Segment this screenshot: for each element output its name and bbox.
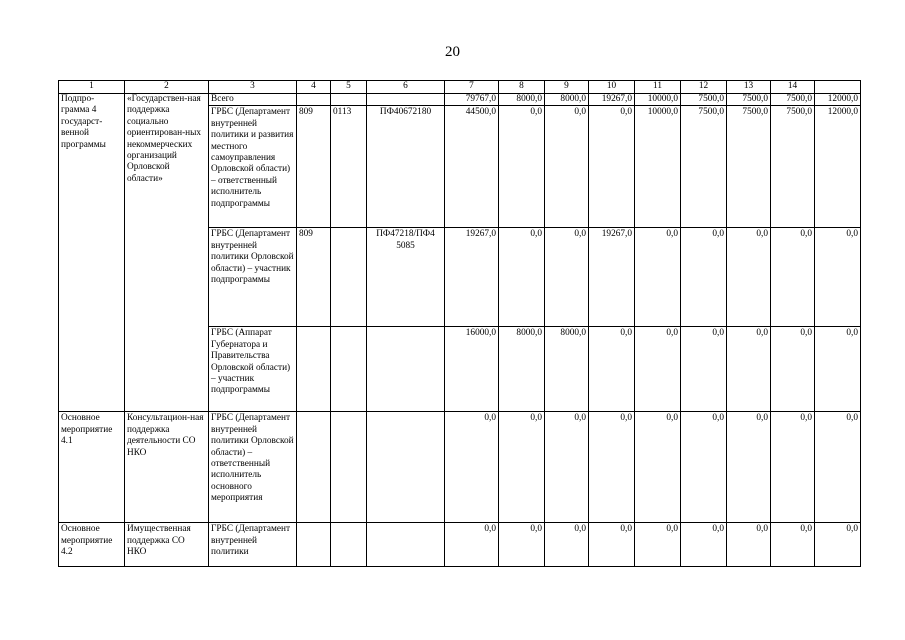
empty-cell [367,94,445,106]
value-cell: 8000,0 [545,327,589,412]
empty-cell [331,228,367,327]
value-cell: 0,0 [445,412,499,523]
table-row-total [59,94,861,106]
value-cell: 19267,0 [589,228,635,327]
code-cell: 809 [297,106,331,228]
value-cell: 0,0 [635,523,681,567]
empty-cell [331,523,367,567]
table-row-activity-4-2 [59,523,861,567]
activity-name: Основное мероприятие 4.2 [59,523,125,567]
header-cell: 3 [209,81,297,94]
empty-cell [297,327,331,412]
value-cell: 0,0 [635,412,681,523]
subprogram-name: Подпро-грамма 4 государст-венной программы [59,94,125,412]
value-cell: 10000,0 [635,106,681,228]
value-cell: 0,0 [681,412,727,523]
value-cell: 19267,0 [589,94,635,106]
value-cell: 0,0 [681,523,727,567]
value-cell: 7500,0 [727,106,771,228]
value-cell: 79767,0 [445,94,499,106]
value-cell: 7500,0 [681,106,727,228]
value-cell: 10000,0 [635,94,681,106]
value-cell: 0,0 [771,228,815,327]
value-cell: 0,0 [815,412,861,523]
header-cell: 13 [727,81,771,94]
header-cell: 14 [771,81,815,94]
value-cell: 0,0 [727,327,771,412]
value-cell: 19267,0 [445,228,499,327]
value-cell: 0,0 [635,228,681,327]
header-cell: 4 [297,81,331,94]
value-cell: 0,0 [545,412,589,523]
header-cell: 9 [545,81,589,94]
header-cell: 10 [589,81,635,94]
empty-cell [331,327,367,412]
value-cell: 0,0 [727,228,771,327]
value-cell: 0,0 [727,412,771,523]
value-cell: 0,0 [771,327,815,412]
value-cell: 0,0 [589,106,635,228]
value-cell: 8000,0 [545,94,589,106]
value-cell: 0,0 [545,106,589,228]
subprogram-title: «Государствен-ная поддержка социально ориентирован-ных некоммерческих организаций Орловской области» [125,94,209,412]
activity-title: Имущественная поддержка СО НКО [125,523,209,567]
value-cell: 0,0 [815,228,861,327]
executor-cell: ГРБС (Аппарат Губернатора и Правительства Орловской области) – участник подпрограммы [209,327,297,412]
budget-table [58,80,861,567]
value-cell: 44500,0 [445,106,499,228]
header-cell [815,81,861,94]
value-cell: 0,0 [815,327,861,412]
empty-cell [297,94,331,106]
value-cell: 0,0 [771,412,815,523]
value-cell: 0,0 [445,523,499,567]
value-cell: 12000,0 [815,94,861,106]
value-cell: 0,0 [499,106,545,228]
value-cell: 0,0 [727,523,771,567]
value-cell: 0,0 [815,523,861,567]
header-row [59,81,861,94]
value-cell: 0,0 [681,327,727,412]
total-label: Всего [209,94,297,106]
executor-cell: ГРБС (Департамент внутренней политики Орловской области) – ответственный исполнитель основного мероприятия [209,412,297,523]
value-cell: 0,0 [771,523,815,567]
code-cell: 809 [297,228,331,327]
executor-cell: ГРБС (Департамент внутренней политики и развития местного самоуправления Орловской области) – ответственный исполнитель подпрограммы [209,106,297,228]
empty-cell [367,523,445,567]
table-row-activity-4-1 [59,412,861,523]
empty-cell [297,523,331,567]
value-cell: 0,0 [589,412,635,523]
executor-cell: ГРБС (Департамент внутренней политики Орловской области) – участник подпрограммы [209,228,297,327]
value-cell: 0,0 [589,523,635,567]
value-cell: 0,0 [499,523,545,567]
header-cell: 8 [499,81,545,94]
value-cell: 7500,0 [727,94,771,106]
value-cell: 0,0 [499,412,545,523]
value-cell: 12000,0 [815,106,861,228]
code-cell: ПФ40672180 [367,106,445,228]
value-cell: 7500,0 [681,94,727,106]
header-cell: 1 [59,81,125,94]
value-cell: 0,0 [589,327,635,412]
activity-title: Консультацион-ная поддержка деятельности СО НКО [125,412,209,523]
header-cell: 12 [681,81,727,94]
value-cell: 7500,0 [771,94,815,106]
value-cell: 7500,0 [771,106,815,228]
header-cell: 11 [635,81,681,94]
executor-cell: ГРБС (Департамент внутренней политики [209,523,297,567]
empty-cell [297,412,331,523]
empty-cell [331,94,367,106]
header-cell: 5 [331,81,367,94]
value-cell: 0,0 [681,228,727,327]
value-cell: 16000,0 [445,327,499,412]
code-cell: ПФ47218/ПФ4 5085 [367,228,445,327]
value-cell: 0,0 [499,228,545,327]
header-cell: 2 [125,81,209,94]
header-cell: 6 [367,81,445,94]
value-cell: 0,0 [545,523,589,567]
value-cell: 8000,0 [499,327,545,412]
activity-name: Основное мероприятие 4.1 [59,412,125,523]
empty-cell [331,412,367,523]
page-number: 20 [445,44,460,60]
empty-cell [367,327,445,412]
header-cell: 7 [445,81,499,94]
empty-cell [367,412,445,523]
value-cell: 0,0 [635,327,681,412]
value-cell: 8000,0 [499,94,545,106]
code-cell: 0113 [331,106,367,228]
value-cell: 0,0 [545,228,589,327]
